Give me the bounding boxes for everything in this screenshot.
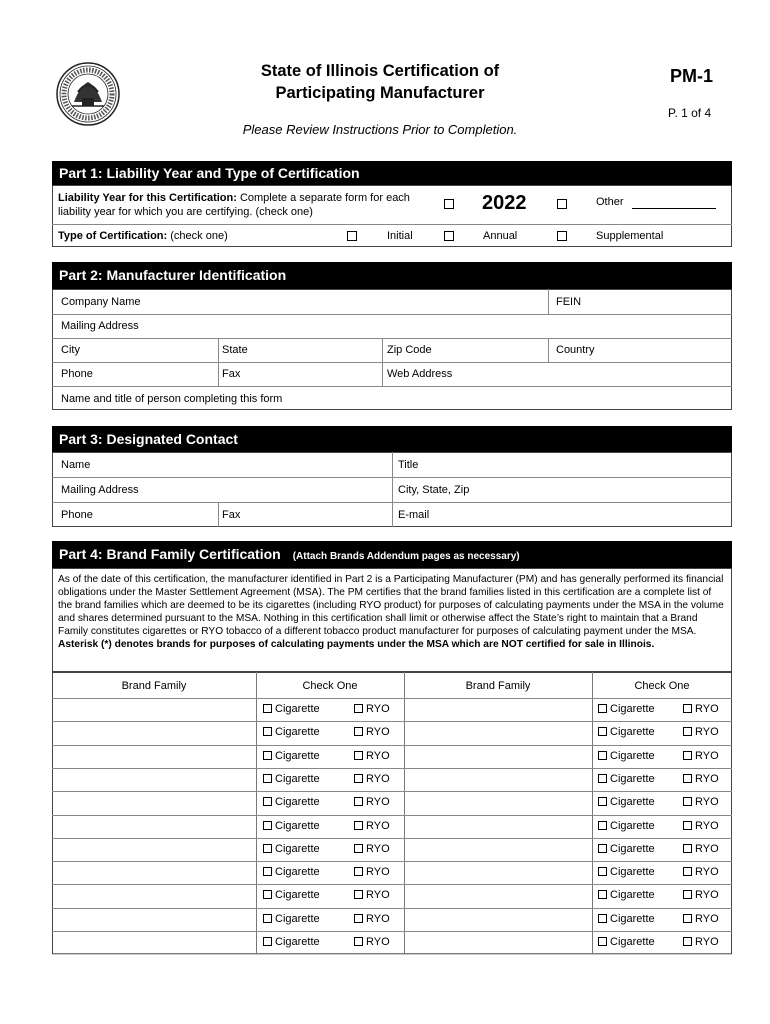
- option-label: Cigarette: [610, 820, 655, 832]
- ryo-checkbox-left[interactable]: [354, 936, 390, 948]
- checkbox-square-icon: [354, 704, 363, 713]
- option-label: Cigarette: [275, 750, 320, 762]
- checkbox-square-icon: [683, 774, 692, 783]
- contact-title-field[interactable]: Title: [398, 459, 419, 471]
- brand-family-field-left[interactable]: [53, 699, 255, 721]
- ryo-checkbox-right[interactable]: [683, 913, 719, 925]
- ryo-checkbox-left[interactable]: [354, 703, 390, 715]
- ryo-checkbox-right[interactable]: [683, 773, 719, 785]
- ryo-checkbox-right[interactable]: [683, 866, 719, 878]
- option-label: Cigarette: [275, 936, 320, 948]
- brand-family-field-left[interactable]: [53, 769, 255, 791]
- checkbox-square-icon: [354, 914, 363, 923]
- checkbox-square-icon: [598, 727, 607, 736]
- option-label: Cigarette: [275, 726, 320, 738]
- option-label: Cigarette: [275, 843, 320, 855]
- form-title-line2: Participating Manufacturer: [275, 84, 485, 102]
- option-label: RYO: [695, 703, 719, 715]
- cigarette-checkbox-left[interactable]: [263, 936, 320, 948]
- cigarette-checkbox-right[interactable]: [598, 773, 655, 785]
- ryo-checkbox-left[interactable]: [354, 773, 390, 785]
- cigarette-checkbox-left[interactable]: [263, 773, 320, 785]
- ryo-checkbox-left[interactable]: [354, 796, 390, 808]
- person-completing-field[interactable]: Name and title of person completing this form: [61, 393, 283, 405]
- option-label: Cigarette: [610, 866, 655, 878]
- cigarette-checkbox-left[interactable]: [263, 750, 320, 762]
- checkbox-square-icon: [263, 867, 272, 876]
- checkbox-square-icon: [263, 890, 272, 899]
- ryo-checkbox-left[interactable]: [354, 820, 390, 832]
- company-name-field[interactable]: Company Name: [61, 296, 141, 308]
- cigarette-checkbox-left[interactable]: [263, 703, 320, 715]
- option-label: Cigarette: [275, 773, 320, 785]
- brand-family-field-right[interactable]: [405, 746, 591, 768]
- fax-field[interactable]: Fax: [222, 368, 241, 380]
- country-field[interactable]: Country: [556, 344, 595, 356]
- form-id: PM-1: [670, 66, 714, 86]
- option-label: Cigarette: [610, 913, 655, 925]
- checkbox-square-icon: [354, 937, 363, 946]
- checkbox-square-icon: [683, 727, 692, 736]
- option-label: RYO: [366, 889, 390, 901]
- checkbox-square-icon: [263, 844, 272, 853]
- option-label: RYO: [366, 726, 390, 738]
- checkbox-square-icon: [683, 914, 692, 923]
- option-label: RYO: [695, 889, 719, 901]
- ryo-checkbox-right[interactable]: [683, 889, 719, 901]
- contact-name-field[interactable]: Name: [61, 459, 91, 471]
- checkbox-square-icon: [354, 751, 363, 760]
- option-label: Cigarette: [275, 866, 320, 878]
- checkbox-square-icon: [263, 821, 272, 830]
- contact-mailing-address-field[interactable]: Mailing Address: [61, 484, 139, 496]
- part4-subtitle: (Attach Brands Addendum pages as necessary): [292, 551, 520, 562]
- checkbox-square-icon: [598, 751, 607, 760]
- cigarette-checkbox-left[interactable]: [263, 889, 320, 901]
- checkbox-square-icon: [683, 797, 692, 806]
- checkbox-square-icon: [683, 867, 692, 876]
- option-label: RYO: [695, 820, 719, 832]
- brand-family-field-left[interactable]: [53, 722, 255, 744]
- brand-family-field-left[interactable]: [53, 885, 255, 907]
- brand-family-field-left[interactable]: [53, 909, 255, 931]
- cigarette-checkbox-left[interactable]: [263, 796, 320, 808]
- brand-family-field-right[interactable]: [405, 932, 591, 954]
- checkbox-square-icon: [354, 867, 363, 876]
- option-label: Cigarette: [610, 773, 655, 785]
- option-label: RYO: [695, 796, 719, 808]
- certification-paragraph: As of the date of this certification, the manufacturer identified in Part 2 is a Participating Manufacturer (PM) and has generally performed its financial obligations under the Master Settlement Agreement (MSA). The PM certifies that the brand families listed in this certification are a complete list of the brand families which are deemed to be its cigarettes (including RYO product) for purposes of calculating payments under the MSA in the volume and shares determined pursuant to the MSA. Nothing in this certification shall limit or otherwise affect the State’s right to maintain that a Brand Family constitutes cigarettes or RYO tobacco of a different tobacco product manufacturer for purposes of calculating payment under the MSA. Asterisk (*) denotes brands for purposes of calculating payments under the MSA which are NOT certified for sale in Illinois.: [58, 574, 724, 650]
- cigarette-checkbox-left[interactable]: [263, 820, 320, 832]
- part4-title: Part 4: Brand Family Certification: [59, 546, 281, 562]
- option-label: RYO: [695, 936, 719, 948]
- option-label: RYO: [366, 773, 390, 785]
- ryo-checkbox-left[interactable]: [354, 913, 390, 925]
- checkbox-square-icon: [598, 937, 607, 946]
- city-field[interactable]: City: [61, 344, 80, 356]
- ryo-checkbox-left[interactable]: [354, 726, 390, 738]
- review-note: Please Review Instructions Prior to Completion.: [242, 122, 518, 137]
- supplemental-label: Supplemental: [596, 230, 664, 242]
- brand-family-field-right[interactable]: [405, 769, 591, 791]
- checkbox-square-icon: [354, 797, 363, 806]
- part3-header: Part 3: Designated Contact: [52, 426, 732, 452]
- annual-label: Annual: [483, 230, 518, 242]
- option-label: RYO: [366, 866, 390, 878]
- checkbox-square-icon: [354, 727, 363, 736]
- brand-family-field-right[interactable]: [405, 839, 591, 861]
- cigarette-checkbox-right[interactable]: [598, 866, 655, 878]
- checkbox-square-icon: [354, 844, 363, 853]
- ryo-checkbox-left[interactable]: [354, 866, 390, 878]
- checkbox-square-icon: [598, 867, 607, 876]
- option-label: Cigarette: [275, 820, 320, 832]
- checkbox-square-icon: [263, 751, 272, 760]
- cigarette-checkbox-right[interactable]: [598, 750, 655, 762]
- option-label: RYO: [695, 843, 719, 855]
- option-label: RYO: [695, 773, 719, 785]
- cigarette-checkbox-right[interactable]: [598, 936, 655, 948]
- option-label: Cigarette: [610, 750, 655, 762]
- checkbox-square-icon: [683, 821, 692, 830]
- option-label: RYO: [366, 936, 390, 948]
- type-of-certification-label: Type of Certification: (check one): [58, 230, 228, 242]
- checkbox-square-icon: [263, 704, 272, 713]
- option-label: RYO: [366, 843, 390, 855]
- cigarette-checkbox-left[interactable]: [263, 843, 320, 855]
- option-label: Cigarette: [610, 889, 655, 901]
- part1-header: Part 1: Liability Year and Type of Certification: [52, 161, 732, 185]
- option-label: RYO: [366, 750, 390, 762]
- checkbox-square-icon: [354, 890, 363, 899]
- option-label: RYO: [695, 750, 719, 762]
- checkbox-square-icon: [263, 774, 272, 783]
- checkbox-square-icon: [354, 821, 363, 830]
- checkbox-square-icon: [354, 774, 363, 783]
- ryo-checkbox-right[interactable]: [683, 703, 719, 715]
- checkbox-square-icon: [683, 937, 692, 946]
- checkbox-square-icon: [598, 797, 607, 806]
- option-label: Cigarette: [275, 913, 320, 925]
- checkbox-square-icon: [683, 751, 692, 760]
- checkbox-square-icon: [683, 844, 692, 853]
- option-label: Cigarette: [610, 843, 655, 855]
- checkbox-square-icon: [598, 821, 607, 830]
- web-address-field[interactable]: Web Address: [387, 368, 453, 380]
- option-label: Cigarette: [610, 703, 655, 715]
- liability-year-value: 2022: [482, 192, 527, 214]
- checkbox-square-icon: [263, 727, 272, 736]
- checkbox-square-icon: [263, 937, 272, 946]
- cigarette-checkbox-left[interactable]: [263, 866, 320, 878]
- state-field[interactable]: State: [222, 344, 248, 356]
- checkbox-square-icon: [263, 797, 272, 806]
- option-label: RYO: [695, 866, 719, 878]
- fein-field[interactable]: FEIN: [556, 296, 582, 308]
- ryo-checkbox-right[interactable]: [683, 843, 719, 855]
- cigarette-checkbox-right[interactable]: [598, 703, 655, 715]
- option-label: Cigarette: [275, 703, 320, 715]
- initial-label: Initial: [387, 230, 413, 242]
- option-label: RYO: [366, 796, 390, 808]
- ryo-checkbox-left[interactable]: [354, 843, 390, 855]
- brand-family-field-right[interactable]: [405, 909, 591, 931]
- option-label: Cigarette: [610, 936, 655, 948]
- zip-field[interactable]: Zip Code: [387, 344, 432, 356]
- option-label: RYO: [695, 726, 719, 738]
- mailing-address-field[interactable]: Mailing Address: [61, 320, 139, 332]
- brand-family-field-left[interactable]: [53, 792, 255, 814]
- checkbox-square-icon: [263, 914, 272, 923]
- option-label: Cigarette: [275, 796, 320, 808]
- brand-family-field-left[interactable]: [53, 862, 255, 884]
- brand-family-field-right[interactable]: [405, 792, 591, 814]
- cigarette-checkbox-right[interactable]: [598, 843, 655, 855]
- option-label: Cigarette: [610, 796, 655, 808]
- option-label: Cigarette: [610, 726, 655, 738]
- contact-phone-field[interactable]: Phone: [61, 509, 93, 521]
- other-label: Other: [596, 196, 624, 208]
- brand-family-field-right[interactable]: [405, 885, 591, 907]
- checkbox-square-icon: [683, 890, 692, 899]
- brand-family-field-left[interactable]: [53, 816, 255, 838]
- cigarette-checkbox-left[interactable]: [263, 726, 320, 738]
- cigarette-checkbox-right[interactable]: [598, 796, 655, 808]
- ryo-checkbox-right[interactable]: [683, 936, 719, 948]
- brand-family-field-left[interactable]: [53, 932, 255, 954]
- brand-family-header-left: Brand Family: [121, 680, 187, 692]
- option-label: RYO: [366, 703, 390, 715]
- form-title-line1: State of Illinois Certification of: [260, 62, 500, 80]
- cigarette-checkbox-left[interactable]: [263, 913, 320, 925]
- phone-field[interactable]: Phone: [61, 368, 93, 380]
- brand-family-field-right[interactable]: [405, 862, 591, 884]
- cigarette-checkbox-right[interactable]: [598, 726, 655, 738]
- ryo-checkbox-right[interactable]: [683, 726, 719, 738]
- option-label: RYO: [366, 913, 390, 925]
- checkbox-square-icon: [598, 704, 607, 713]
- option-label: Cigarette: [275, 889, 320, 901]
- page-number: P. 1 of 4: [668, 106, 712, 120]
- brand-family-field-right[interactable]: [405, 699, 591, 721]
- ryo-checkbox-right[interactable]: [683, 750, 719, 762]
- option-label: RYO: [695, 913, 719, 925]
- cigarette-checkbox-right[interactable]: [598, 913, 655, 925]
- brand-family-field-left[interactable]: [53, 839, 255, 861]
- contact-email-field[interactable]: E-mail: [398, 509, 430, 521]
- check-one-header-right: Check One: [634, 680, 690, 692]
- brand-family-field-left[interactable]: [53, 746, 255, 768]
- contact-city-state-zip-field[interactable]: City, State, Zip: [398, 484, 470, 496]
- cigarette-checkbox-right[interactable]: [598, 820, 655, 832]
- liability-year-label: Liability Year for this Certification: Complete a separate form for each: [58, 192, 410, 204]
- part2-header: Part 2: Manufacturer Identification: [52, 262, 732, 289]
- asterisk-note: Asterisk (*) denotes brands for purposes of calculating payments under the MSA which are NOT certified for sale in Illinois.: [58, 638, 655, 650]
- option-label: RYO: [366, 820, 390, 832]
- ryo-checkbox-right[interactable]: [683, 796, 719, 808]
- ryo-checkbox-left[interactable]: [354, 750, 390, 762]
- checkbox-square-icon: [598, 774, 607, 783]
- cigarette-checkbox-right[interactable]: [598, 889, 655, 901]
- contact-fax-field[interactable]: Fax: [222, 509, 241, 521]
- checkbox-square-icon: [598, 844, 607, 853]
- checkbox-square-icon: [598, 890, 607, 899]
- checkbox-square-icon: [683, 704, 692, 713]
- checkbox-square-icon: [598, 914, 607, 923]
- brand-family-field-right[interactable]: [405, 816, 591, 838]
- liability-year-help: liability year for which you are certifying. (check one): [58, 206, 313, 218]
- ryo-checkbox-left[interactable]: [354, 889, 390, 901]
- ryo-checkbox-right[interactable]: [683, 820, 719, 832]
- brand-family-field-right[interactable]: [405, 722, 591, 744]
- check-one-header-left: Check One: [302, 680, 358, 692]
- brand-family-header-right: Brand Family: [465, 680, 531, 692]
